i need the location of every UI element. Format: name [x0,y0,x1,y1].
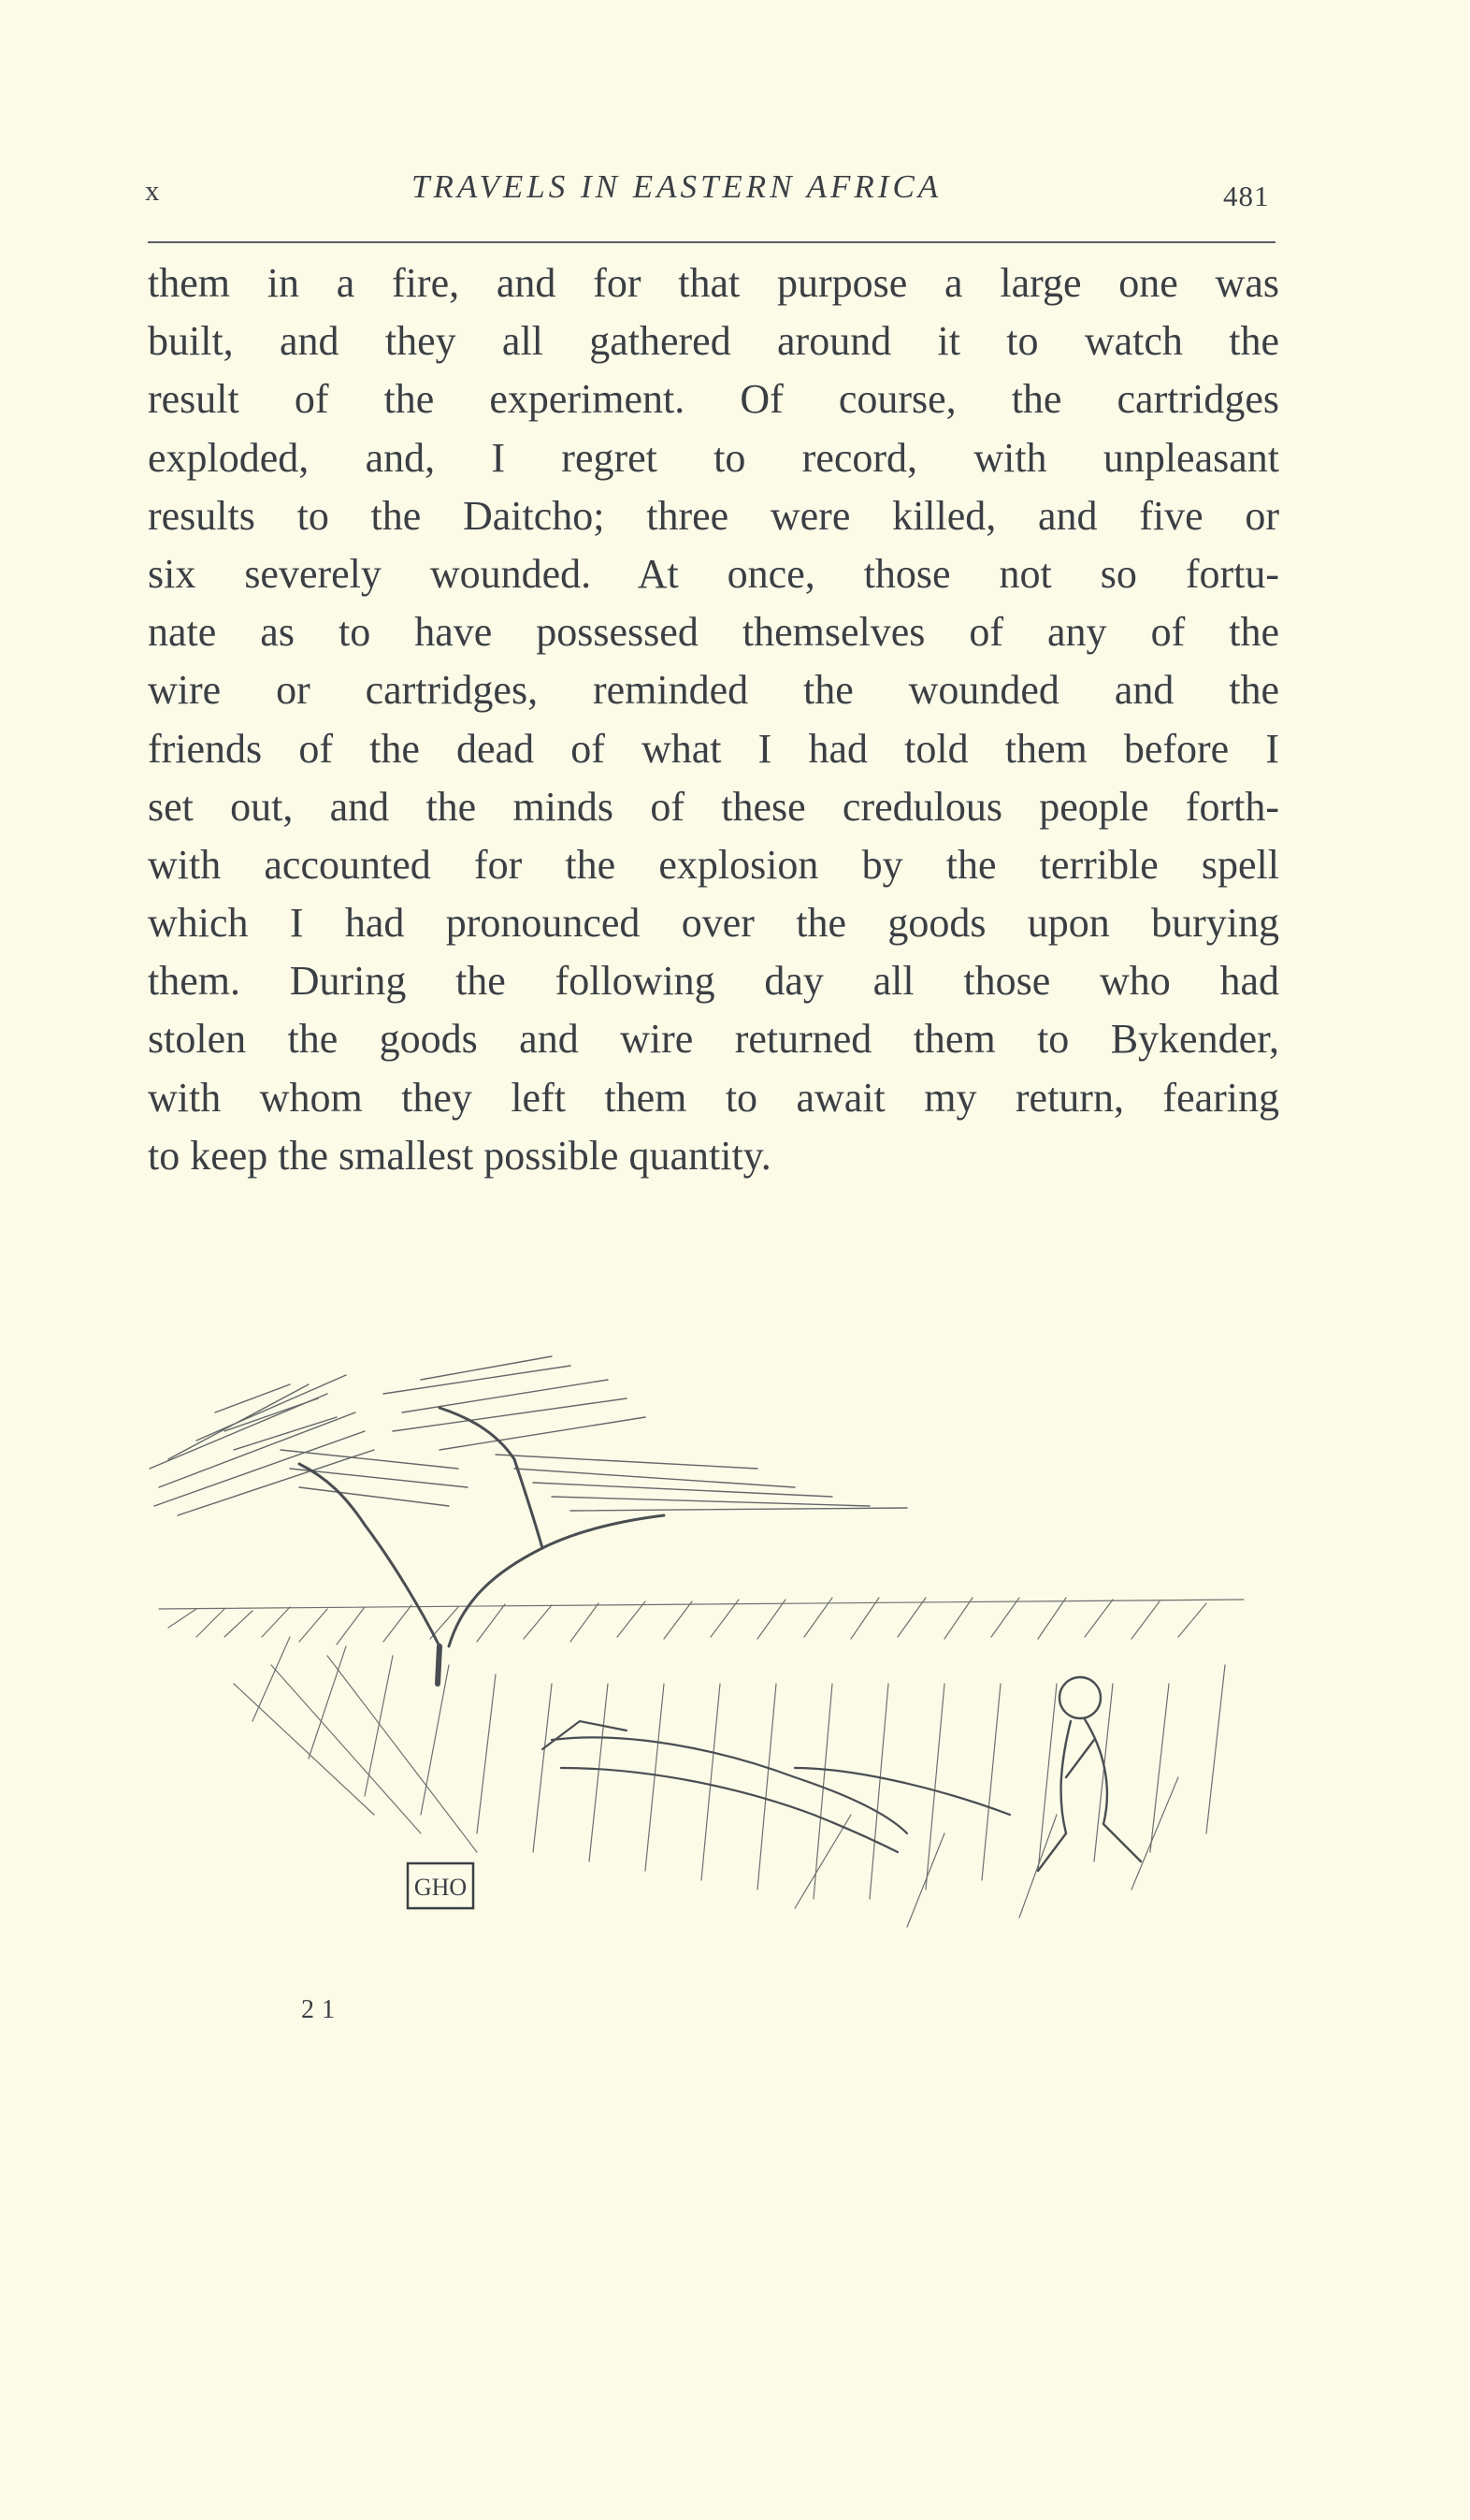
text-line: with whom they left them to await my return, fearing [148,1074,1279,1121]
text-line: them in a fire, and for that purpose a large one was [148,260,1279,306]
text-line: stolen the goods and wire returned them to Bykender, [148,1016,1279,1063]
text-line: them. During the following day all those who had [148,958,1279,1005]
text-line: with accounted for the explosion by the terrible spell [148,841,1279,888]
text-line: friends of the dead of what I had told them before I [148,725,1279,772]
text-line: six severely wounded. At once, those not so fortu- [148,550,1279,597]
text-line: to keep the smallest possible quantity. [148,1132,771,1179]
engraving-illustration [140,1328,1290,1983]
text-line: which I had pronounced over the goods upon burying [148,900,1279,947]
text-line: nate as to have possessed themselves of any of the [148,609,1279,656]
page-number: 481 [1223,180,1270,212]
chapter-number: x [145,174,162,207]
header-rule [148,241,1275,243]
running-title: TRAVELS IN EASTERN AFRICA [411,168,943,205]
savanna-scene [140,1328,1290,1983]
monogram-text: GHO [413,1874,468,1901]
body-paragraph [148,254,1279,1185]
text-line: wire or cartridges, reminded the wounded and the [148,667,1279,714]
text-line: built, and they all gathered around it to watch the [148,318,1279,365]
text-line: result of the experiment. Of course, the cartridges [148,376,1279,423]
text-line: exploded, and, I regret to record, with unpleasant [148,434,1279,481]
text-line: results to the Daitcho; three were killed, and five or [148,492,1279,539]
acacia-tree [299,1408,664,1684]
text-line: set out, and the minds of these credulous people forth- [148,783,1279,830]
signature-mark: 21 [301,1995,342,2024]
running-head [0,167,1470,213]
tree-canopy [150,1356,907,1515]
grass-field [159,1598,1244,1927]
crouching-figure [1038,1677,1141,1871]
monogram-mark [408,1863,473,1908]
